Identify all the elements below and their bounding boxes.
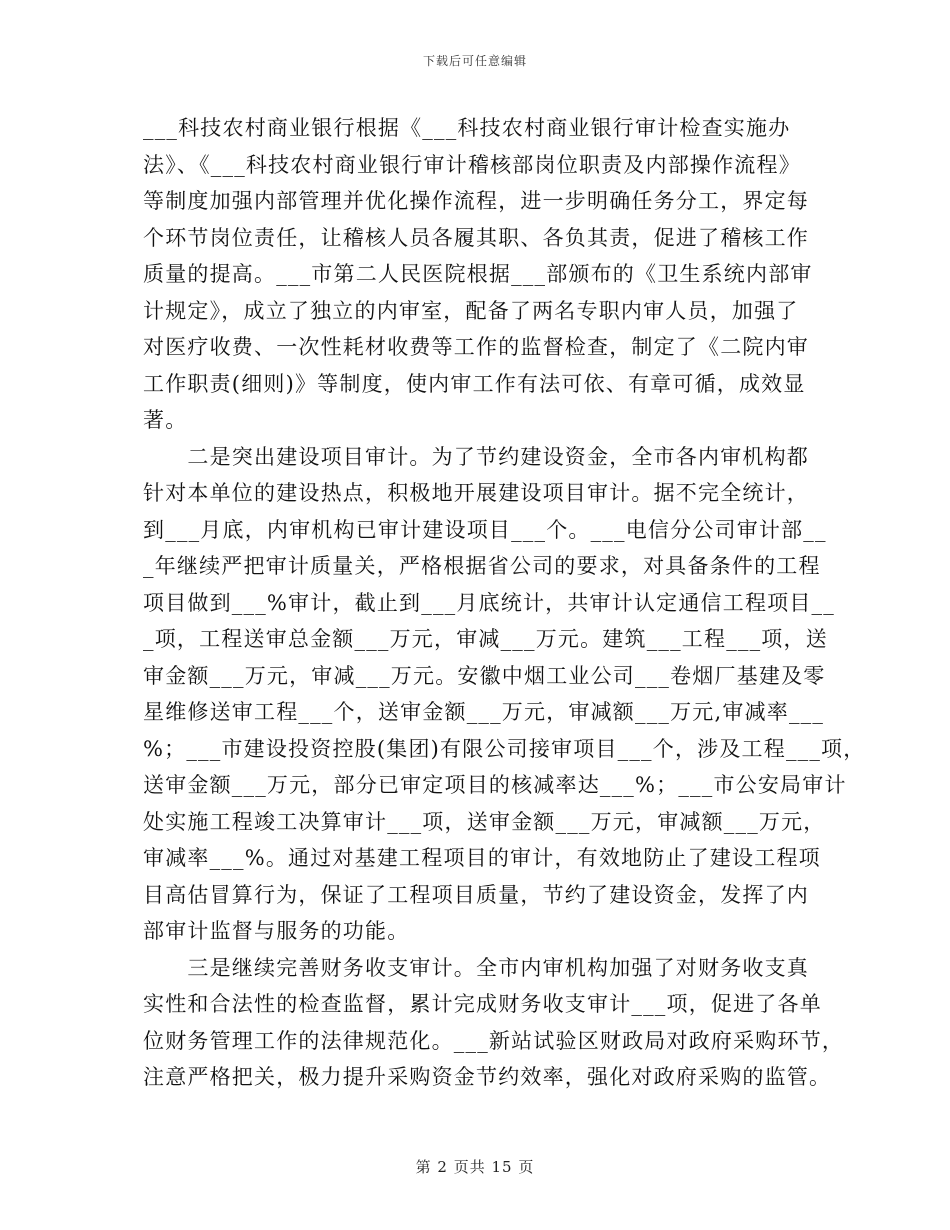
text-line: ___科技农村商业银行根据《___科技农村商业银行审计检查实施办: [143, 116, 791, 140]
text-line: 法》、《___科技农村商业银行审计稽核部岗位职责及内部操作流程》: [143, 152, 801, 177]
text-line: 部审计监督与服务的功能。: [143, 919, 410, 943]
text-line: 处实施工程竣工决算审计___项，送审金额___万元，审减额___万元，: [143, 809, 826, 834]
text-line: 针对本单位的建设热点，积极地开展建设项目审计。据不完全统计，: [143, 481, 809, 505]
text-line: 对医疗收费、一次性耗材收费等工作的监督检查，制定了《二院内审: [143, 335, 809, 359]
text-line: 送审金额___万元，部分已审定项目的核减率达___%；___市公安局审计: [143, 773, 847, 797]
text-line: _项，工程送审总金额___万元，审减___万元。建筑___工程___项，送: [143, 627, 828, 651]
text-line: 实性和合法性的检查监督，累计完成财务收支审计___项，促进了各单: [143, 992, 822, 1016]
text-line: 到___月底，内审机构已审计建设项目___个。___电信分公司审计部__: [143, 517, 827, 542]
text-line: 个环节岗位责任，让稽核人员各履其职、各负其责，促进了稽核工作: [143, 225, 809, 250]
text-line: 计规定》，成立了独立的内审室，配备了两名专职内审人员，加强了: [143, 298, 799, 323]
document-body: [143, 110, 866, 1096]
text-line: 等制度加强内部管理并优化操作流程，进一步明确任务分工，界定每: [143, 189, 809, 213]
text-line: 二是突出建设项目审计。为了节约建设资金，全市各内审机构都: [143, 444, 809, 469]
text-line: 星维修送审工程___个，送审金额___万元，审减额___万元,审减率___: [143, 700, 825, 724]
text-line: 位财务管理工作的法律规范化。___新站试验区财政局对政府采购环节，: [143, 1028, 845, 1053]
text-line: 审减率___%。通过对基建工程项目的审计，有效地防止了建设工程项: [143, 846, 821, 870]
text-line: 目高估冒算行为，保证了工程项目质量，节约了建设资金，发挥了内: [143, 882, 809, 907]
text-line: %；___市建设投资控股(集团)有限公司接审项目___个，涉及工程___项，: [143, 736, 866, 761]
text-line: 审金额___万元，审减___万元。安徽中烟工业公司___卷烟厂基建及零: [143, 663, 826, 688]
text-line: 三是继续完善财务收支审计。全市内审机构加强了对财务收支真: [143, 955, 809, 980]
page-number: 第 2 页共 15 页: [415, 1158, 535, 1176]
text-line: 质量的提高。___市第二人民医院根据___部颁布的《卫生系统内部审: [143, 262, 813, 286]
text-line: 著。: [143, 408, 188, 432]
page-header: 下载后可任意编辑: [422, 54, 527, 68]
text-line: 注意严格把关，极力提升采购资金节约效率，强化对政府采购的监管。: [143, 1065, 832, 1089]
text-line: 项目做到___%审计，截止到___月底统计，共审计认定通信工程项目__: [143, 590, 835, 615]
text-line: 工作职责(细则)》等制度，使内审工作有法可依、有章可循，成效显: [143, 371, 806, 396]
text-line: _年继续严把审计质量关，严格根据省公司的要求，对具备条件的工程: [143, 554, 821, 578]
